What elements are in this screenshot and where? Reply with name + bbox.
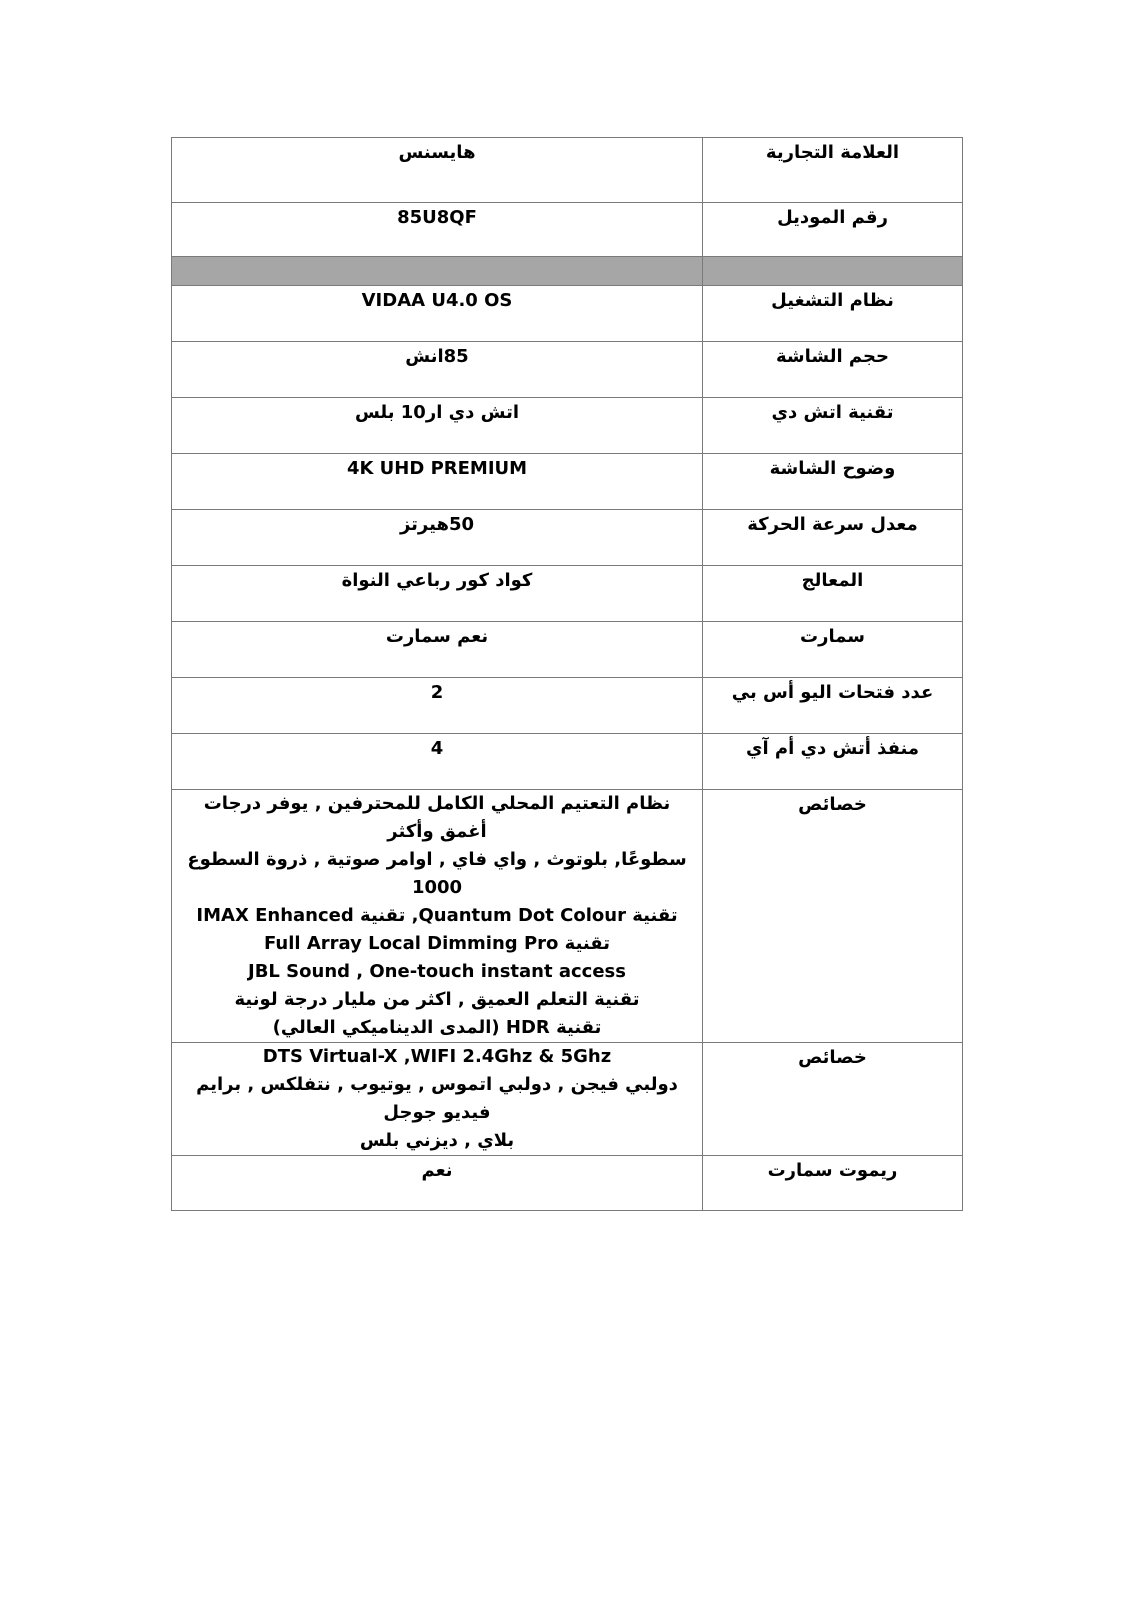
table-row-os	[172, 286, 963, 342]
smart-value: نعم سمارت	[172, 622, 703, 678]
features-1-line: تقنية Quantum Dot Colour, تقنية IMAX Enhanced	[196, 905, 678, 926]
table-row-brand	[172, 138, 963, 203]
usb-ports-label: عدد فتحات اليو أس بي	[703, 678, 963, 734]
brand-value: هايسنس	[172, 138, 703, 203]
screen-size-label: حجم الشاشة	[703, 342, 963, 398]
table-row-screen-size	[172, 342, 963, 398]
hdmi-ports-value: 4	[172, 734, 703, 790]
features-2-value	[172, 1043, 703, 1156]
table-row-features-2	[172, 1043, 963, 1156]
os-label: نظام التشغيل	[703, 286, 963, 342]
features-1-label: خصائص	[703, 790, 963, 1043]
refresh-rate-value: 50هيرتز	[172, 510, 703, 566]
features-2-line: دولبي فيجن , دولبي اتموس , يوتيوب , نتفلكس , برايم فيديو جوجل	[196, 1074, 678, 1123]
separator-cell-label	[703, 257, 963, 286]
features-2-line: بلاي , ديزني بلس	[359, 1130, 515, 1151]
refresh-rate-label: معدل سرعة الحركة	[703, 510, 963, 566]
table-row-processor	[172, 566, 963, 622]
separator-cell-value	[172, 257, 703, 286]
smart-remote-label: ريموت سمارت	[703, 1156, 963, 1211]
table-row-usb-ports	[172, 678, 963, 734]
table-row-smart	[172, 622, 963, 678]
brand-label: العلامة التجارية	[703, 138, 963, 203]
model-label: رقم الموديل	[703, 203, 963, 257]
hdmi-ports-label: منفذ أتش دي أم آي	[703, 734, 963, 790]
features-1-line: تقنية التعلم العميق , اكثر من مليار درجة لونية	[234, 989, 640, 1010]
features-1-value	[172, 790, 703, 1043]
resolution-value: 4K UHD PREMIUM	[172, 454, 703, 510]
os-value: VIDAA U4.0 OS	[172, 286, 703, 342]
hd-tech-label: تقنية اتش دي	[703, 398, 963, 454]
usb-ports-value: 2	[172, 678, 703, 734]
smart-remote-value: نعم	[172, 1156, 703, 1211]
features-1-line: تقنية Full Array Local Dimming Pro	[264, 933, 610, 954]
smart-label: سمارت	[703, 622, 963, 678]
features-1-line: سطوعًا, بلوتوث , واي فاي , اوامر صوتية , ذروة السطوع 1000	[187, 849, 687, 898]
table-row-resolution	[172, 454, 963, 510]
features-2-line: DTS Virtual-X ,WIFI 2.4Ghz & 5Ghz	[262, 1046, 612, 1067]
features-1-line: JBL Sound , One-touch instant access	[248, 961, 626, 982]
resolution-label: وضوح الشاشة	[703, 454, 963, 510]
table-row-model	[172, 203, 963, 257]
processor-label: المعالج	[703, 566, 963, 622]
features-1-line: نظام التعتيم المحلي الكامل للمحترفين , يوفر درجات أغمق وأكثر	[203, 793, 671, 842]
table-row-separator	[172, 257, 963, 286]
processor-value: كواد كور رباعي النواة	[172, 566, 703, 622]
table-row-hdmi-ports	[172, 734, 963, 790]
screen-size-value: 85انش	[172, 342, 703, 398]
table-row-refresh-rate	[172, 510, 963, 566]
table-row-smart-remote	[172, 1156, 963, 1211]
specifications-table	[171, 137, 963, 1211]
table-row-hd-tech	[172, 398, 963, 454]
hd-tech-value: اتش دي ار10 بلس	[172, 398, 703, 454]
features-1-line: تقنية HDR (المدى الديناميكي العالي)	[272, 1017, 602, 1038]
model-value: 85U8QF	[172, 203, 703, 257]
table-row-features-1	[172, 790, 963, 1043]
features-2-label: خصائص	[703, 1043, 963, 1156]
